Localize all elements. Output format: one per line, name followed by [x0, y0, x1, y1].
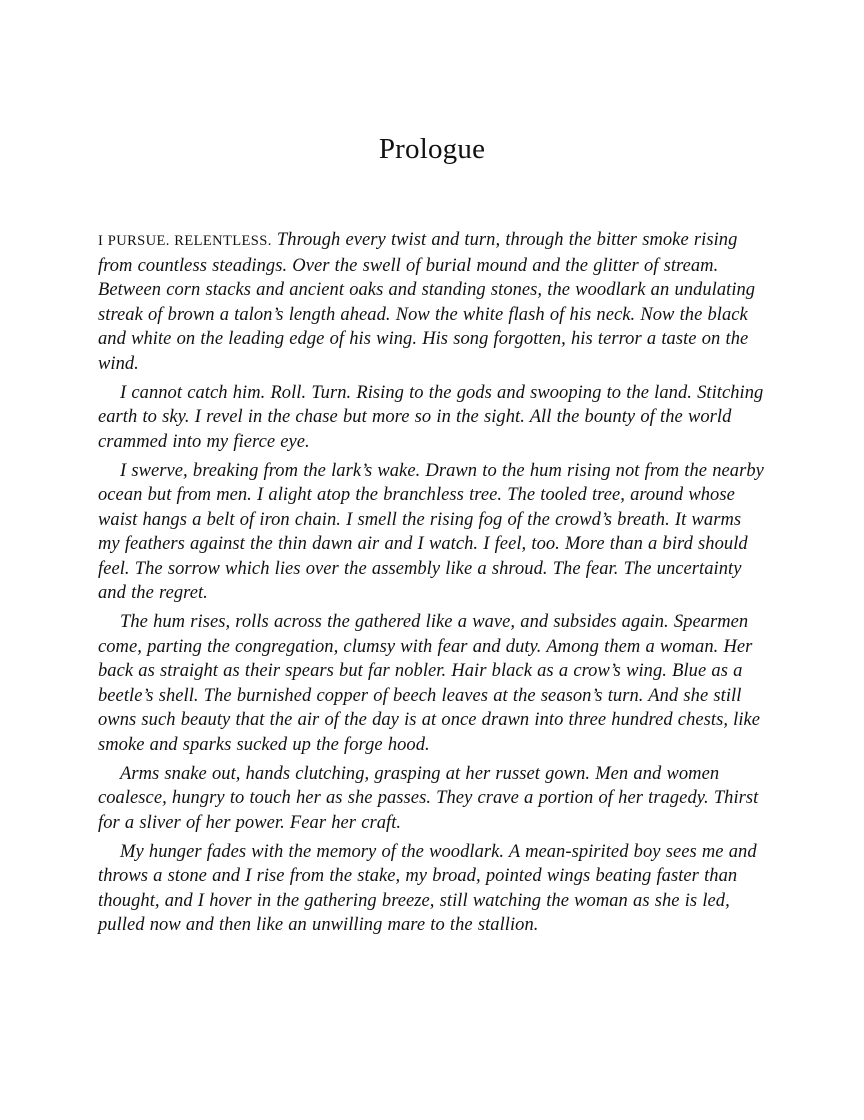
opening-phrase: I PURSUE. RELENTLESS.: [98, 233, 272, 249]
chapter-title: Prologue: [378, 133, 486, 165]
paragraph: My hunger fades with the memory of the woodlark. A mean-spirited boy sees me and throws a stone and I rise from the stake, my broad, pointed wings beating faster than thought, and I hover in the gathering breeze, still watching the woman as she is led, pulled now and then like an unwilling mare to the stallion.: [98, 841, 757, 935]
paragraph: The hum rises, rolls across the gathered like a wave, and subsides again. Spearmen come, parting the congregation, clumsy with fear and duty. Among them a woman. Her back as straight as their spears but far nobler. Hair black as a crow’s wing. Blue as a beetle’s shell. The burnished copper of beech leaves at the season’s turn. And she still owns such beauty that the air of the day is at once drawn into three hundred chests, like smoke and sparks sucked up the forge hood.: [98, 612, 761, 755]
paragraph: I cannot catch him. Roll. Turn. Rising to the gods and swooping to the land. Stitching earth to sky. I revel in the chase but more so in the sight. All the bounty of the world crammed into my fierce eye.: [98, 382, 764, 452]
paragraph: Arms snake out, hands clutching, grasping at her russet gown. Men and women coalesce, hungry to touch her as she passes. They crave a portion of her tragedy. Thirst for a sliver of her power. Fear her craft.: [98, 763, 759, 833]
paragraph: [98, 228, 766, 376]
paragraph-text: Through every twist and turn, through the bitter smoke rising from countless steadings. Over the swell of burial mound and the glitter of stream. Between corn stacks and ancient oaks and standing stones, the woodlark an undulating streak of brown a talon’s length ahead. Now the white flash of his neck. Now the black and white on the leading edge of his wing. His song forgotten, his terror a taste on the wind.: [98, 230, 756, 374]
chapter-body: [98, 228, 766, 942]
paragraph: I swerve, breaking from the lark’s wake. Drawn to the hum rising not from the nearby ocean but from men. I alight atop the branchless tree. The tooled tree, around whose waist hangs a belt of iron chain. I smell the rising fog of the crowd’s breath. It warms my feathers against the thin dawn air and I watch. I feel, too. More than a bird should feel. The sorrow which lies over the assembly like a shroud. The fear. The uncertainty and the regret.: [98, 460, 764, 603]
